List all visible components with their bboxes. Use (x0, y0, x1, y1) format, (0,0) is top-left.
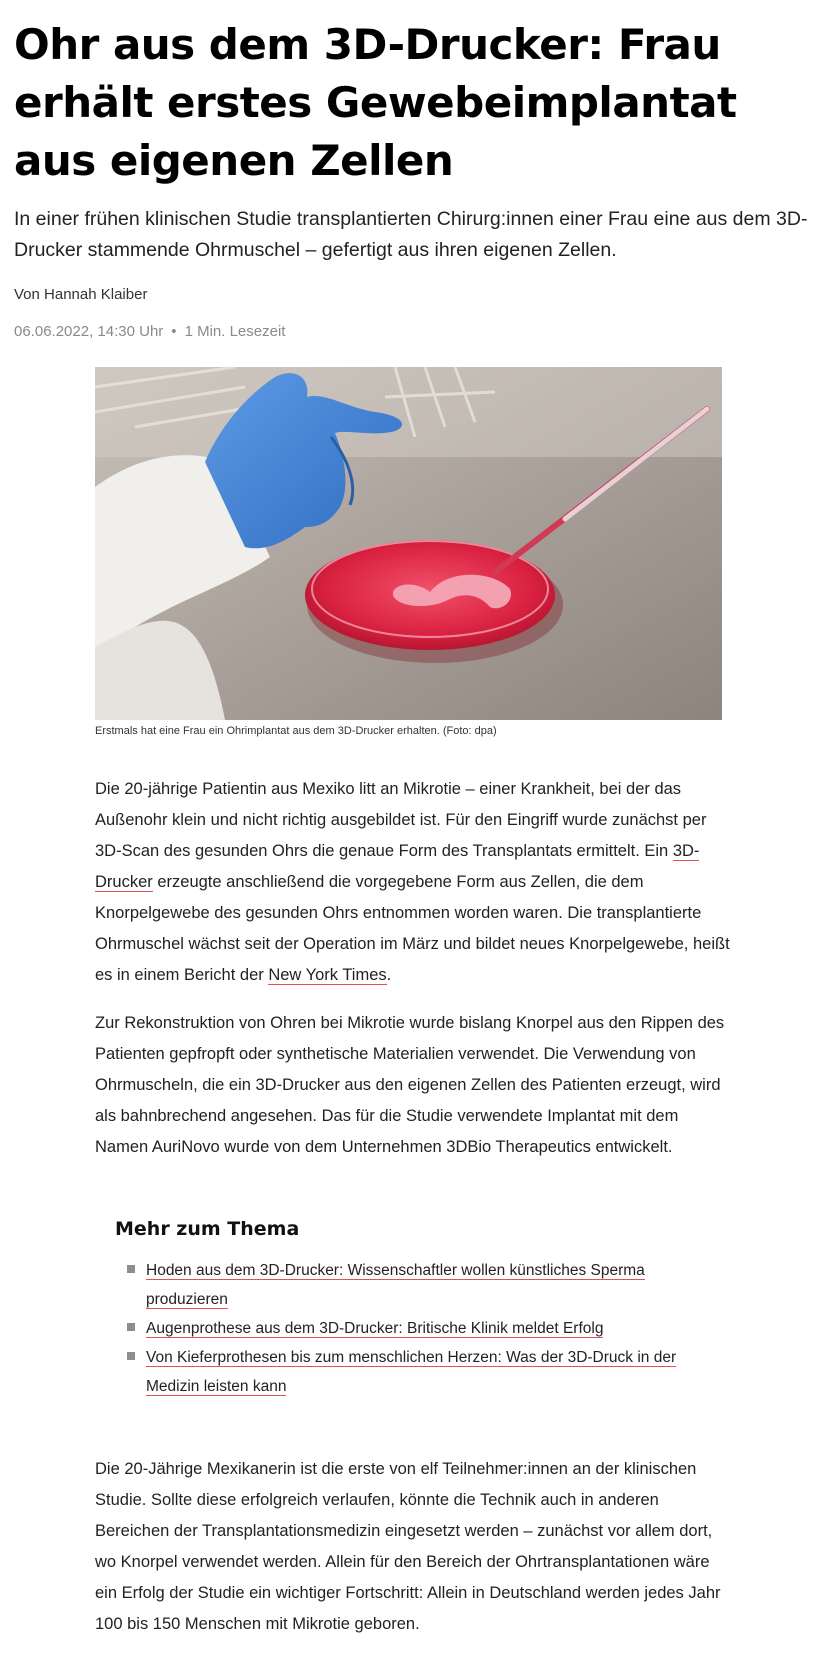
article-body-part1 (95, 774, 735, 1163)
bullet-icon (127, 1323, 135, 1331)
article-author[interactable]: Von Hannah Klaiber (14, 286, 148, 303)
related-link-2[interactable]: Augenprothese aus dem 3D-Drucker: Britische Klinik meldet Erfolg (146, 1320, 604, 1337)
article-meta (14, 323, 814, 340)
paragraph-2: Zur Rekonstruktion von Ohren bei Mikrotie wurde bislang Knorpel aus den Rippen des Patienten gepfropft oder synthetische Materialien verwendet. Die Verwendung von Ohrmuscheln, die ein 3D-Drucker aus den eigenen Zellen des Patienten erzeugt, wird als bahnbrechend angesehen. Das für die Studie verwendete Implantat mit dem Namen AuriNovo wurde von dem Unternehmen 3DBio Therapeutics entwickelt. (95, 1014, 725, 1156)
image-caption: Erstmals hat eine Frau ein Ohrimplantat aus dem 3D-Drucker erhalten. (Foto: dpa) (95, 725, 497, 737)
article-header (14, 0, 814, 340)
bullet-icon (127, 1352, 135, 1360)
paragraph-1-text-a: Die 20-jährige Patientin aus Mexiko litt an Mikrotie – einer Krankheit, bei der das Außenohr klein und nicht richtig ausgebildet ist. Für den Eingriff wurde zunächst per 3D-Scan des gesunden Ohrs die genaue Form des Transplantats ermittelt. Ein (95, 780, 707, 860)
related-link-3[interactable]: Von Kieferprothesen bis zum menschlichen Herzen: Was der 3D-Druck in der Medizin leisten kann (146, 1349, 677, 1395)
article-lead: In einer frühen klinischen Studie transplantierten Chirurg:innen einer Frau eine aus dem 3D-Drucker stammende Ohrmuschel – gefertigt aus ihren eigenen Zellen. (14, 208, 808, 261)
reading-time: 1 Min. Lesezeit (184, 323, 286, 340)
paragraph-1 (95, 774, 735, 991)
link-3d-drucker[interactable]: 3D-Drucker (95, 842, 700, 891)
publish-date: 06.06.2022, 14:30 Uhr (14, 323, 164, 340)
related-list (115, 1256, 715, 1401)
meta-separator: • (171, 323, 177, 340)
related-item (115, 1343, 715, 1401)
related-link-1[interactable]: Hoden aus dem 3D-Drucker: Wissenschaftler wollen künstliches Sperma produzieren (146, 1262, 645, 1308)
article-title: Ohr aus dem 3D-Drucker: Frau erhält erstes Gewebeimplantat aus eigenen Zellen (14, 20, 737, 185)
link-new-york-times[interactable]: New York Times (268, 966, 387, 984)
paragraph-3: Die 20-Jährige Mexikanerin ist die erste von elf Teilnehmer:innen an der klinischen Studie. Sollte diese erfolgreich verlaufen, könnte die Technik auch in anderen Bereichen der Transplantationsmedizin eingesetzt werden – zunächst vor allem dort, wo Knorpel verwendet werden. Allein für den Bereich der Ohrtransplantationen wäre ein Erfolg der Studie ein wichtiger Fortschritt: Allein in Deutschland werden jedes Jahr 100 bis 150 Menschen mit Mikrotie geboren. (95, 1460, 721, 1633)
lab-photo-illustration (95, 367, 722, 720)
related-item (115, 1314, 715, 1343)
bullet-icon (127, 1265, 135, 1273)
article-image (95, 367, 722, 720)
paragraph-1-text-c: . (386, 966, 392, 984)
article-body-part2 (95, 1454, 735, 1640)
related-heading: Mehr zum Thema (115, 1218, 300, 1240)
related-articles (115, 1218, 715, 1401)
paragraph-1-text-b: erzeugte anschließend die vorgegebene Form aus Zellen, die dem Knorpelgewebe des gesunden Ohrs entnommen worden waren. Die transplantierte Ohrmuschel wächst seit der Operation im März und bildet neues Knorpelgewebe, heißt es in einem Bericht der (95, 873, 730, 984)
related-item (115, 1256, 715, 1314)
